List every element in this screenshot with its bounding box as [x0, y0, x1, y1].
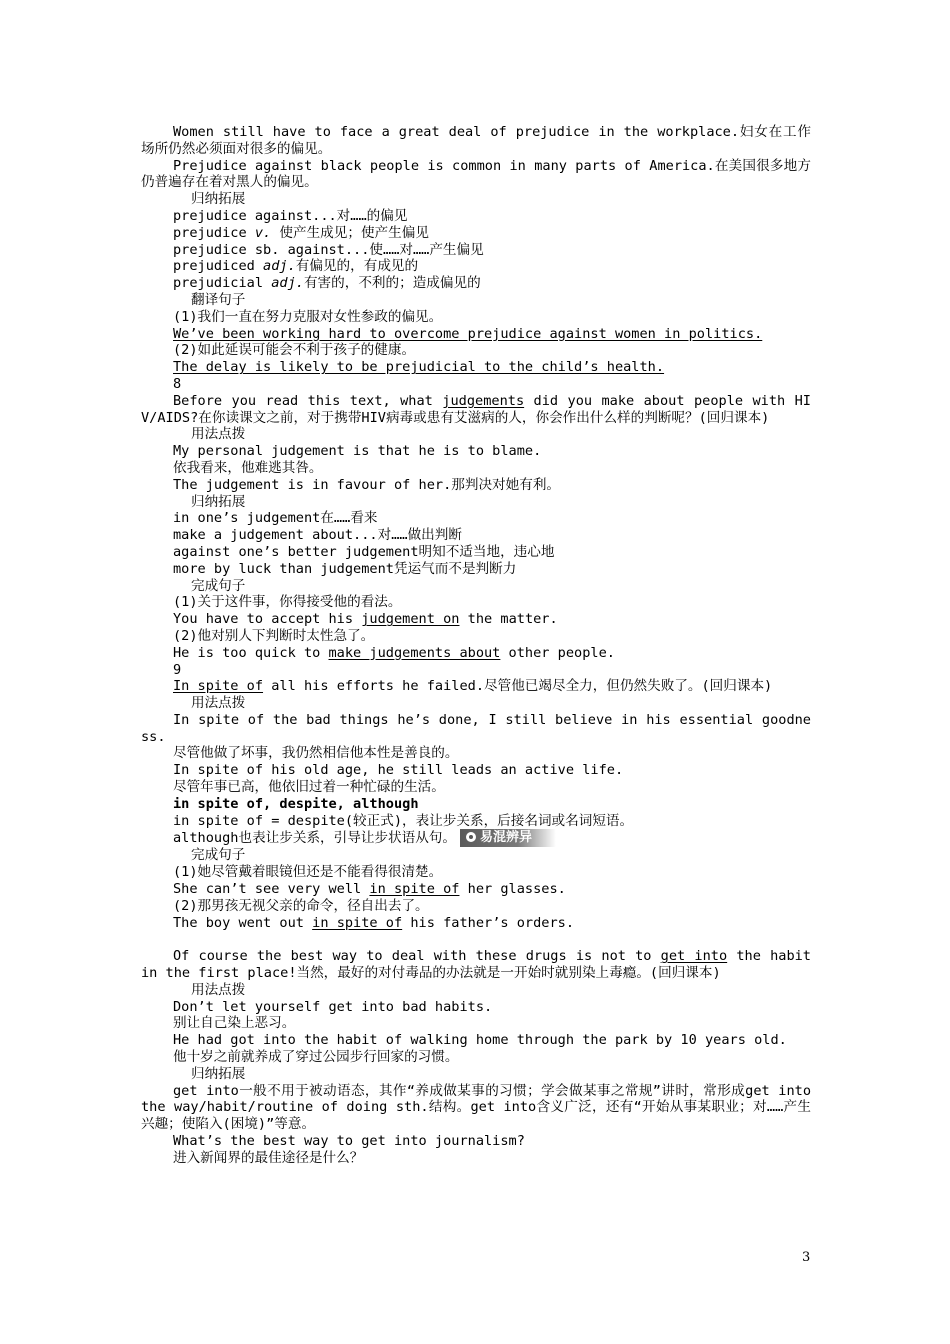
part-of-speech: adj.: [271, 275, 304, 292]
answer-blank: in spite of: [369, 881, 460, 898]
answer-blank: in spite of: [312, 914, 403, 931]
answer-text: his father’s orders.: [402, 914, 575, 931]
section-heading: 翻译句子: [191, 291, 246, 308]
phrase-item: [141, 258, 811, 275]
answer-blank: judgement on: [361, 611, 460, 628]
confusable-badge: [460, 829, 556, 847]
section-heading: 完成句子: [191, 577, 246, 594]
exercise-prompt: (2)他对别人下判断时太性急了。: [173, 627, 375, 644]
section-heading: 归纳拓展: [191, 1065, 246, 1082]
answer-text: The boy went out: [173, 914, 313, 931]
phrase-text: prejudicial: [173, 275, 272, 292]
section-heading: 用法点拨: [191, 426, 246, 443]
example-sentence: He had got into the habit of walking home through the park by 10 years old.: [173, 1032, 787, 1049]
example-sentence: The judgement is in favour of her.那判决对她有利。: [173, 476, 561, 493]
answer-text: other people.: [500, 644, 615, 661]
phrase-item: more by luck than judgement凭运气而不是判断力: [173, 560, 517, 577]
comparison-note: [141, 829, 811, 847]
phrase-item: make a judgement about...对……做出判断: [173, 527, 462, 544]
phrase-meaning: 有偏见的，有成见的: [295, 258, 419, 275]
example-sentence: What’s the best way to get into journalism?: [173, 1133, 525, 1150]
example-sentence: Prejudice against black people is common in many parts of America.在美国很多地方仍普遍存在着对黑人的偏见。: [141, 157, 811, 191]
key-word: get into: [660, 948, 728, 965]
example-translation: 进入新闻界的最佳途径是什么？: [173, 1149, 364, 1166]
example-translation: 依我看来，他难逃其咎。: [173, 459, 323, 476]
answer-text: She can’t see very well: [173, 881, 370, 898]
exercise-prompt: (2)如此延误可能会不利于孩子的健康。: [173, 342, 416, 359]
sentence-text: the habit in the first place!当然，最好的对付毒品的办法就是一开始时就别染上毒瘾。(回归课本): [141, 948, 811, 982]
exercise-answer: [141, 611, 811, 628]
example-sentence: My personal judgement is that he is to blame.: [173, 443, 542, 460]
answer-text: You have to accept his: [173, 611, 362, 628]
phrase-meaning: 使产生成见；使产生偏见: [271, 224, 429, 241]
bullet-icon: [466, 832, 476, 842]
key-sentence: [141, 393, 811, 427]
part-of-speech: adj.: [263, 258, 296, 275]
sentence-text: Before you read this text, what: [173, 392, 443, 409]
phrase-text: prejudiced: [173, 258, 264, 275]
sentence-text: Of course the best way to deal with these drugs is not to: [173, 948, 661, 965]
blank-line: [141, 931, 811, 948]
answer-text: the matter.: [459, 611, 558, 628]
sentence-text: did you make about people with HIV/AIDS?在你读课文之前，对于携带HIV病毒或患有艾滋病的人，你会作出什么样的判断呢？(回归课本): [141, 392, 811, 426]
phrase-item: in one’s judgement在……看来: [173, 510, 378, 527]
comparison-note: in spite of = despite(较正式)，表让步关系，后接名词或名词短语。: [173, 812, 634, 829]
key-sentence: [141, 678, 811, 695]
badge-label: 易混辨异: [479, 830, 532, 846]
key-word: In spite of: [173, 678, 264, 695]
item-number: 8: [173, 375, 182, 392]
phrase-item: prejudice against...对……的偏见: [173, 207, 408, 224]
answer-text: The delay is likely to be prejudicial to the child’s health.: [173, 359, 665, 376]
phrase-item: [141, 225, 811, 242]
part-of-speech: v.: [254, 224, 272, 241]
section-heading: 归纳拓展: [191, 493, 246, 510]
section-heading: 归纳拓展: [191, 191, 246, 208]
phrase-item: prejudice sb. against...使……对……产生偏见: [173, 241, 484, 258]
usage-note: get into一般不用于被动语态，其作“养成做某事的习惯；学会做某事之常规”讲时，常形成get into the way/habit/routine of doing sth.结构。get into含义广泛，还有“开始从事某职业；对……产生兴趣；使陷入(困境)”等意。: [141, 1082, 811, 1133]
example-translation: 别让自己染上恶习。: [173, 1015, 296, 1032]
exercise-prompt: (1)我们一直在努力克服对女性参政的偏见。: [173, 308, 443, 325]
sentence-text: all his efforts he failed.尽管他已竭尽全力，但仍然失败了。(回归课本): [263, 678, 773, 695]
example-translation: 尽管年事已高，他依旧过着一种忙碌的生活。: [173, 779, 445, 796]
key-sentence: [141, 948, 811, 982]
section-heading: 用法点拨: [191, 981, 246, 998]
answer-text: He is too quick to: [173, 644, 329, 661]
page-number: 3: [802, 1250, 811, 1265]
answer-text: her glasses.: [459, 881, 566, 898]
phrase-meaning: 有害的，不利的；造成偏见的: [303, 275, 481, 292]
exercise-answer: [141, 915, 811, 932]
exercise-prompt: (1)她尽管戴着眼镜但还是不能看得很清楚。: [173, 864, 443, 881]
exercise-answer: [141, 359, 811, 376]
example-sentence: In spite of the bad things he’s done, I still believe in his essential goodness.: [141, 711, 811, 745]
section-heading: 完成句子: [191, 847, 246, 864]
example-sentence: Don’t let yourself get into bad habits.: [173, 998, 493, 1015]
phrase-item: against one’s better judgement明知不适当地，违心地: [173, 543, 555, 560]
example-sentence: Women still have to face a great deal of prejudice in the workplace.妇女在工作场所仍然必须面对很多的偏见。: [141, 124, 811, 157]
answer-blank: make judgements about: [328, 644, 501, 661]
exercise-prompt: (1)关于这件事，你得接受他的看法。: [173, 594, 402, 611]
document-body: [141, 124, 811, 1167]
exercise-prompt: (2)那男孩无视父亲的命令，径自出去了。: [173, 897, 429, 914]
example-translation: 他十岁之前就养成了穿过公园步行回家的习惯。: [173, 1049, 459, 1066]
example-sentence: In spite of his old age, he still leads an active life.: [173, 762, 624, 779]
exercise-answer: [141, 881, 811, 898]
answer-text: We’ve been working hard to overcome prejudice against women in politics.: [173, 325, 763, 342]
phrase-text: prejudice: [173, 224, 255, 241]
key-word: judgements: [442, 392, 525, 409]
item-number: 9: [173, 661, 182, 678]
phrase-item: [141, 275, 811, 292]
exercise-answer: [141, 326, 811, 343]
section-heading: 用法点拨: [191, 695, 246, 712]
example-translation: 尽管他做了坏事，我仍然相信他本性是善良的。: [173, 745, 459, 762]
exercise-answer: [141, 645, 811, 662]
note-text: although也表让步关系，引导让步状语从句。: [173, 830, 456, 847]
comparison-heading: in spite of, despite, although: [173, 795, 419, 812]
